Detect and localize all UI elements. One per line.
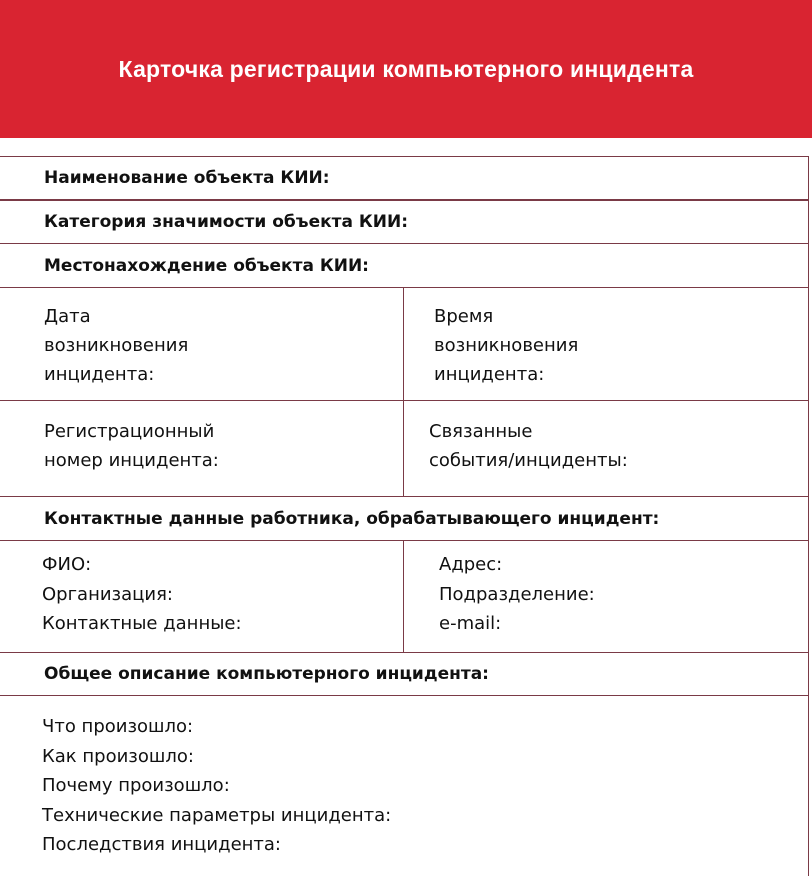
column-divider — [403, 541, 404, 652]
header-banner — [0, 0, 812, 138]
text-line: Адрес: — [439, 554, 503, 575]
row-object-name — [0, 157, 808, 201]
text-line: возникновения — [44, 335, 189, 356]
row-contacts — [0, 541, 808, 653]
row-location — [0, 244, 808, 288]
text-line: Как произошло: — [42, 745, 194, 767]
label-date — [44, 302, 188, 400]
label-object-name: Наименование объекта КИИ: — [44, 168, 330, 188]
text-line: Почему произошло: — [42, 775, 230, 796]
description-items — [42, 712, 391, 876]
text-line: Время — [434, 306, 494, 327]
page-title: Карточка регистрации компьютерного инцидента — [118, 55, 694, 82]
text-line: Организация: — [42, 583, 173, 605]
text-line: Последствия инцидента: — [42, 834, 281, 855]
text-line: Регистрационный — [44, 421, 215, 442]
text-line: Что произошло: — [42, 716, 194, 737]
label-regnum — [44, 417, 219, 496]
text-line: Технические параметры инцидента: — [42, 804, 392, 826]
text-line: Связанные — [429, 421, 533, 442]
text-line: Контактные данные: — [42, 613, 242, 634]
text-line: Дата — [44, 306, 91, 327]
text-line: ФИО: — [42, 554, 92, 575]
row-description-header — [0, 653, 808, 696]
text-line: e-mail: — [439, 613, 502, 634]
label-time — [434, 302, 578, 400]
text-line: номер инцидента: — [44, 450, 219, 471]
contacts-right — [439, 550, 595, 652]
column-divider — [403, 401, 404, 496]
text-line: события/инциденты: — [429, 450, 628, 471]
row-category — [0, 201, 808, 244]
label-description: Общее описание компьютерного инцидента: — [44, 664, 489, 684]
text-line: инцидента: — [434, 364, 545, 385]
label-related — [429, 417, 628, 496]
label-category: Категория значимости объекта КИИ: — [44, 212, 409, 232]
text-line: возникновения — [434, 335, 579, 356]
contacts-left — [42, 550, 242, 652]
incident-card-table — [0, 156, 809, 876]
column-divider — [403, 288, 404, 400]
row-regnum-related — [0, 401, 808, 497]
row-date-time — [0, 288, 808, 401]
text-line: Подразделение: — [439, 583, 595, 605]
label-location: Местонахождение объекта КИИ: — [44, 255, 369, 276]
text-line: инцидента: — [44, 364, 155, 385]
label-contacts: Контактные данные работника, обрабатывающего инцидент: — [44, 508, 660, 529]
row-contacts-header — [0, 497, 808, 541]
